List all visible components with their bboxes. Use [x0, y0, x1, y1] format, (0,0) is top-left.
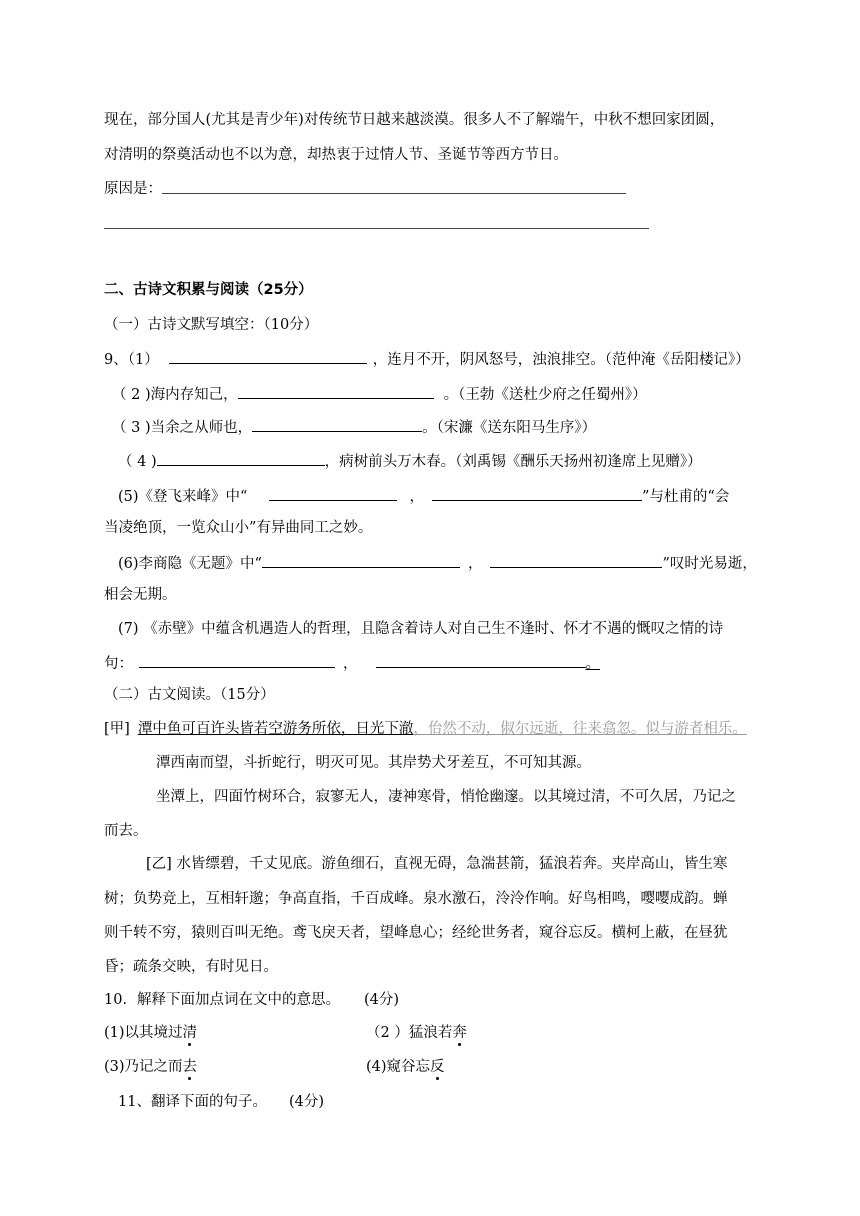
intro-line-1: 现在，部分国人(尤其是青少年)对传统节日越来越淡漠。很多人不了解端午，中秋不想回家团圆，	[104, 112, 725, 128]
q10-item-4	[366, 1057, 445, 1077]
q9-6-prefix: (6)李商隐《无题》中“	[118, 556, 262, 572]
passage-yi-line-1: [乙] 水皆缥碧，千丈见底。游鱼细石，直视无碍，急湍甚箭，猛浪若奔。夹岸高山，皆生寒	[146, 856, 728, 872]
q9-6-comma: ，	[467, 556, 483, 572]
q9-5-blank-1[interactable]	[269, 485, 397, 501]
passage-jia-text-b: ，佁然不动，俶尔远逝，往来翕忽。似与游者相乐。	[413, 721, 747, 737]
q9-4-text: ，病树前头万木春。（刘禹锡《酬乐天扬州初逢席上见赠》）	[324, 454, 702, 470]
q9-6-blank-1[interactable]	[262, 552, 460, 568]
q10-item-1	[104, 1023, 197, 1043]
passage-yi-line-2: 树；负势竞上，互相轩邈；争高直指，千百成峰。泉水激石，泠泠作响。好鸟相鸣，嘤嘤成韵。蝉	[104, 891, 728, 907]
q10-score: (4分)	[363, 992, 399, 1008]
q9-3-number: （ 3 )当余之从师也，	[112, 420, 253, 436]
q10-item-2-text: （2 ）猛浪若	[366, 1025, 453, 1041]
q10-item-3-dotted: 去	[182, 1059, 198, 1075]
q9-7-period: 。	[585, 656, 600, 672]
q11-score: (4分)	[288, 1094, 324, 1110]
q10-text: 10．解释下面加点词在文中的意思。	[104, 992, 340, 1008]
q9-2-text: 。（王勃《送杜少府之任蜀州》）	[443, 387, 647, 403]
q10-item-2-dotted: 奔	[452, 1025, 467, 1041]
q9-4-number: （ 4 )	[118, 454, 157, 470]
subsection-2-title: （二）古文阅读。（15分）	[104, 687, 275, 703]
q10-item-2	[366, 1023, 467, 1043]
q9-5-comma: ，	[409, 489, 424, 505]
answer-line-2[interactable]	[104, 228, 649, 229]
q9-5-blank-2[interactable]	[432, 485, 642, 501]
q9-6	[118, 552, 757, 574]
q9-2	[112, 383, 647, 405]
q10-item-1-text: (1)以其境过	[104, 1025, 183, 1041]
q10-item-3	[104, 1057, 197, 1077]
q9-2-blank[interactable]	[238, 383, 434, 399]
q9-4-blank[interactable]	[157, 450, 325, 466]
passage-jia-line-1	[104, 719, 747, 739]
q10-item-3-text: (3)乃记之而	[104, 1059, 183, 1075]
q10-item-1-dotted: 清	[182, 1025, 198, 1041]
q9-5-continued: 当凌绝顶，一览众山小”有异曲同工之妙。	[104, 520, 373, 536]
q9-2-number: （ 2 )海内存知己，	[112, 387, 238, 403]
q9-3	[112, 416, 596, 438]
passage-jia-label: [甲]	[104, 721, 130, 737]
q9-3-text: 。（宋濂《送东阳马生序》）	[422, 420, 597, 436]
q10-title	[104, 990, 399, 1010]
q9-1-text: ，连月不开，阴风怒号，浊浪排空。（范仲淹《岳阳楼记》）	[372, 352, 750, 368]
subsection-1-title: （一）古诗文默写填空：（10分）	[104, 317, 319, 333]
q9-6-suffix: ”叹时光易逝，	[662, 556, 757, 572]
q9-1-number: 9、（1）	[104, 352, 159, 368]
answer-line-1[interactable]	[162, 193, 626, 194]
q9-5	[118, 485, 729, 507]
q9-3-blank[interactable]	[252, 416, 422, 432]
q9-1-blank[interactable]	[169, 348, 367, 364]
section-title: 二、古诗文积累与阅读（25分）	[104, 282, 313, 298]
q9-7-blank-2[interactable]	[376, 652, 586, 668]
intro-line-2: 对清明的祭奠活动也不以为意，却热衷于过情人节、圣诞节等西方节日。	[104, 147, 568, 163]
passage-jia-text-a: 潭中鱼可百许头皆若空游务所依，日光下澈	[137, 721, 414, 737]
q9-7: (7) 《赤壁》中蕴含机遇造人的哲理，且隐含着诗人对自己生不逢时、怀才不遇的慨叹之情的诗	[118, 621, 724, 637]
q10-item-4-text: (4)窥谷忘	[366, 1059, 431, 1075]
passage-jia-line-3: 坐潭上，四面竹树环合，寂寥无人，凄神寒骨，悄怆幽邃。以其境过清，不可久居，乃记之	[156, 789, 736, 805]
q9-7-label: 句：	[104, 656, 133, 672]
q9-5-suffix: ”与杜甫的“会	[641, 489, 730, 505]
q11-title	[118, 1092, 324, 1112]
passage-jia-line-2: 潭西南而望，斗折蛇行，明灭可见。其岸势犬牙差互，不可知其源。	[156, 755, 591, 771]
passage-yi-line-4: 昏；疏条交映，有时见日。	[104, 959, 278, 975]
q9-5-prefix: (5)《登飞来峰》中“	[118, 489, 248, 505]
q9-7-answer-line	[104, 652, 600, 674]
q10-item-4-dotted: 反	[430, 1059, 445, 1075]
q9-7-blank-1[interactable]	[139, 652, 335, 668]
q9-1	[104, 348, 750, 370]
passage-yi-line-3: 则千转不穷，猿则百叫无绝。鸢飞戾天者，望峰息心；经纶世务者，窥谷忘反。横柯上蔽，在昼犹	[104, 925, 728, 941]
q9-7-comma: ，	[343, 656, 358, 672]
passage-jia-line-4: 而去。	[104, 823, 148, 839]
reason-label: 原因是：	[104, 181, 162, 197]
q11-text: 11、翻译下面的句子。	[118, 1094, 267, 1110]
q9-6-blank-2[interactable]	[490, 552, 662, 568]
q9-6-continued: 相会无期。	[104, 587, 177, 603]
q9-4	[118, 450, 702, 472]
